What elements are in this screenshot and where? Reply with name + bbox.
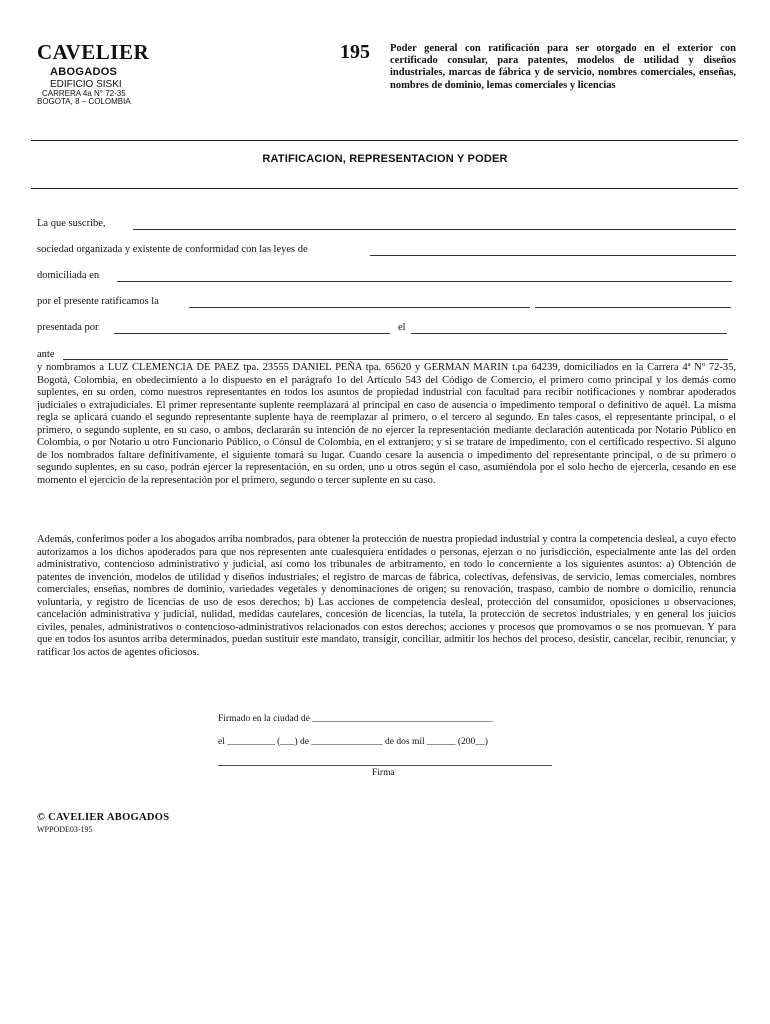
firm-city: BOGOTA, 8 – COLOMBIA <box>37 97 131 106</box>
presented-label: presentada por <box>37 322 99 333</box>
firm-subtitle: ABOGADOS <box>50 66 118 78</box>
appointment-paragraph: y nombramos a LUZ CLEMENCIA DE PAEZ tpa. 23555 DANIEL PEÑA tpa. 65620 y GERMAN MARIN t.pa 64239, domiciliados en la Carrera 4ª Nº 72-35, Bogotá, Colombia, en obedecimiento a lo dispuesto en el parágrafo 1o del Artículo 543 del Código de Comercio, el primero como principal y los demás como suplentes, en su orden, como nuestros representantes en todos los asuntos de propiedad industrial con facultad para recibir notificaciones y nombrar apoderados judiciales o extrajudiciales. El primer representante suplente reemplazará al principal en caso de ausencia o impedimento temporal o definitivo de aquél. La misma regla se aplicará cuando el segundo representante suplente haya de reemplazar al primero, o el tercero al segundo. En tales casos, el representante principal, o el primero, o segundo suplente, en su caso, o ambos, declararán su intención de no ejercer la representación mediante declaración autenticada por Notario Público en Colombia, o por Notario u otro Funcionario Público, o Cónsul de Colombia, en el extranjero; y si se tratare de impedimento, con el certificado respectivo. Si alguno de los nombrados faltare definitivamente, el siguiente tomará su lugar. Cuando cesare la ausencia o impedimento del representante principal, o de su primero o segundo suplentes, en su caso, podrán ejercer la representación, en su orden, uno u otros según el caso, asumiéndola por el solo hecho de ejercerla, cesando en ese momento el ejercicio de la representación por el primero, segundo o tercer suplente en su caso. <box>37 362 736 486</box>
power-paragraph: Además, conferimos poder a los abogados arriba nombrados, para obtener la protección de nuestra propiedad industrial y contra la competencia desleal, a cuyo efecto autorizamos a los dichos apoderados para que nos representen ante cualesquiera entidades o personas, ejerzan o no jurisdicción, especialmente ante las del orden administrativo, contencioso administrativo y judicial, así como los tribunales de arbitramento, en todo lo concerniente a los siguientes asuntos: a) Obtención de patentes de invención, modelos de utilidad y diseños industriales; el registro de marcas de fábrica, colectivas, defensivas, de servicio, lemas comerciales, nombres comerciales, enseñas, nombres de dominio, variedades vegetales y denominaciones de origen; su renovación, traspaso, cambio de nombre o domicilio, renuncia voluntaria, y registro de licencias de uso de esos derechos; b) Las acciones de competencia desleal, protección del consumidor, oposiciones u observaciones, cancelación administrativa y judicial, nulidad, medidas cautelares, concesión de licencias, la tutela, la protección de secretos industriales, y en general los juicios civiles, penales, administrativos o contencioso-administrativos relacionados con estos derechos; acciones y procesos que promovamos o se nos promuevan. Y para que en todos los asuntos arriba determinados, puedan sustituir este mandato, transigir, conciliar, admitir los hechos del proceso, desistir, cancelar, recibir, renunciar, y ratificar los actos de agentes oficiosos. <box>37 534 736 658</box>
subscriber-label: La que suscribe, <box>37 218 106 229</box>
signed-city-line[interactable]: Firmado en la ciudad de ______________________________________ <box>218 714 493 724</box>
signature-line[interactable] <box>218 765 552 766</box>
country-field[interactable] <box>370 255 736 256</box>
ante-label: ante <box>37 349 55 360</box>
presented-by-field[interactable] <box>114 333 390 334</box>
domicile-field[interactable] <box>117 281 732 282</box>
society-label: sociedad organizada y existente de conformidad con las leyes de <box>37 244 308 255</box>
form-number: 195 <box>340 41 370 63</box>
signed-date-line[interactable]: el __________ (___) de _______________ de dos mil ______ (200__) <box>218 737 488 747</box>
firm-address: CARRERA 4a N° 72-35 <box>42 89 126 98</box>
ratify-label: por el presente ratificamos la <box>37 296 159 307</box>
subscriber-field[interactable] <box>133 229 736 230</box>
document-title: RATIFICACION, REPRESENTACION Y PODER <box>262 153 508 165</box>
form-description: Poder general con ratificación para ser otorgado en el exterior con certificado consular, para patentes, modelos de utilidad y diseños industriales, marcas de fábrica y de servicio, nombres comerciales, enseñas, nombres de dominio, lemas comerciales y licencias <box>390 43 736 91</box>
domiciled-label: domiciliada en <box>37 270 100 281</box>
ante-field[interactable] <box>63 359 728 360</box>
copyright-text: © CAVELIER ABOGADOS <box>37 812 170 823</box>
top-divider <box>31 140 738 141</box>
document-code: WPPODE03-195 <box>37 825 93 834</box>
el-label: el <box>398 322 406 333</box>
signature-label: Firma <box>372 768 395 778</box>
title-divider <box>31 188 738 189</box>
firm-name: CAVELIER <box>37 40 150 64</box>
presented-on-field[interactable] <box>411 333 727 334</box>
ratify-field[interactable] <box>189 307 530 308</box>
ratify-field-2[interactable] <box>535 307 731 308</box>
firm-building: EDIFICIO SISKI <box>50 79 122 90</box>
